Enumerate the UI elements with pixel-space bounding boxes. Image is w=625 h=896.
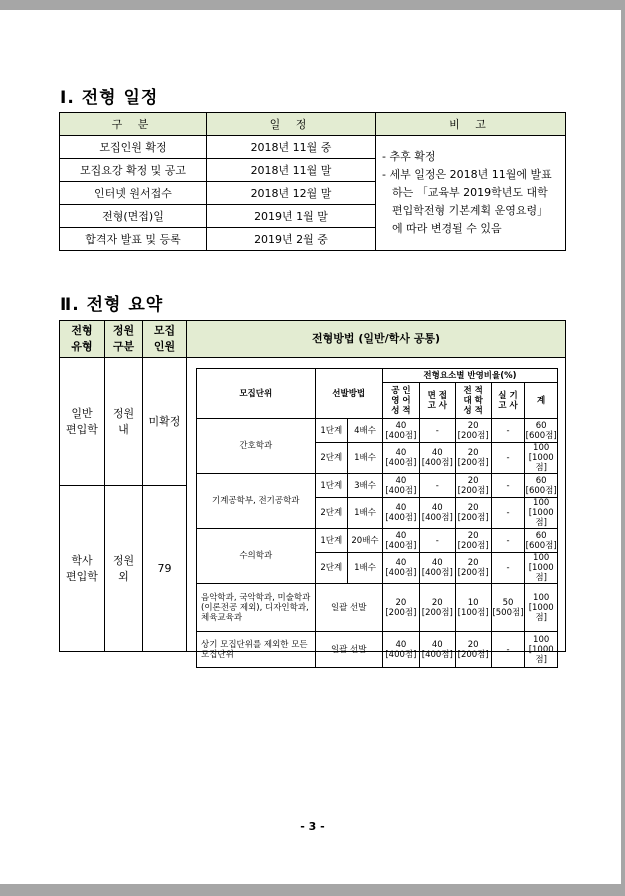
value: 60: [535, 530, 547, 541]
points: [600점]: [525, 430, 557, 441]
points: [200점]: [421, 607, 453, 618]
grades-cell: [455, 443, 491, 474]
unit-arts: 음악학과, 국악학과, 미술학과(이론전공 제외), 디자인학과, 체육교육과: [197, 584, 316, 632]
table-row: [197, 584, 558, 632]
value: 60: [535, 420, 547, 431]
points: [1000점]: [528, 508, 554, 528]
points: [400점]: [421, 649, 453, 660]
english-header: 공 인 영 어 성 적: [382, 383, 419, 419]
multiple-cell: 20배수: [348, 529, 383, 553]
value: 100: [533, 553, 550, 563]
table-row: [197, 419, 558, 443]
value: 40: [395, 420, 407, 431]
points: [400점]: [385, 430, 417, 441]
total-cell: [525, 632, 558, 668]
type-general: 일반 편입학: [60, 358, 105, 486]
practical-cell: -: [491, 498, 525, 529]
grades-cell: [455, 632, 491, 668]
stage-cell: 2단계: [315, 443, 348, 474]
value: 50: [502, 597, 514, 608]
value: 20: [467, 503, 479, 513]
value: 20: [431, 597, 443, 608]
multiple-cell: 1배수: [348, 498, 383, 529]
interview-cell: -: [419, 474, 455, 498]
schedule-date: 2018년 11월 중: [207, 136, 376, 159]
schedule-date: 2019년 2월 중: [207, 228, 376, 251]
interview-header: 면 접 고 사: [419, 383, 455, 419]
header-count: 모집 인원: [143, 321, 187, 358]
points: [100점]: [457, 607, 489, 618]
value: 10: [467, 597, 479, 608]
table-row: [197, 474, 558, 498]
value: 20: [467, 448, 479, 458]
table-row: [197, 632, 558, 668]
points: [1000점]: [528, 453, 554, 473]
points: [400점]: [385, 540, 417, 551]
value: 20: [467, 558, 479, 568]
total-cell: [525, 529, 558, 553]
page-number: - 3 -: [300, 820, 325, 833]
schedule-item: 인터넷 원서접수: [60, 182, 207, 205]
practical-cell: [491, 584, 525, 632]
remark-line: - 세부 일정은 2018년 11월에 발표: [382, 168, 552, 181]
interview-cell: -: [419, 419, 455, 443]
interview-cell: [419, 553, 455, 584]
value: 20: [467, 530, 479, 541]
practical-header: 실 기 고 사: [491, 383, 525, 419]
remark-line: - 추후 확정: [382, 150, 436, 163]
schedule-date: 2019년 1월 말: [207, 205, 376, 228]
schedule-date: 2018년 12월 말: [207, 182, 376, 205]
value: 20: [395, 597, 407, 608]
remark-line: 편입학전형 기본계획 운영요령」: [392, 204, 549, 217]
schedule-item: 모집요강 확정 및 공고: [60, 159, 207, 182]
practical-cell: -: [491, 632, 525, 668]
points: [1000점]: [528, 602, 554, 623]
unit-mechanical: 기계공학부, 전기공학과: [197, 474, 316, 529]
english-cell: [382, 529, 419, 553]
stage-cell: 1단계: [315, 419, 348, 443]
value: 40: [431, 558, 443, 568]
total-cell: [525, 498, 558, 529]
points: [600점]: [525, 485, 557, 496]
english-cell: [382, 584, 419, 632]
points: [400점]: [421, 568, 453, 578]
value: 40: [431, 639, 443, 650]
english-cell: [382, 632, 419, 668]
remark-line: 하는 「교육부 2019학년도 대학: [392, 186, 548, 199]
points: [200점]: [457, 513, 489, 523]
header-quota: 정원 구분: [105, 321, 143, 358]
ratio-header: 전형요소별 반영비율(%): [382, 369, 557, 383]
quota-bachelor: 정원 외: [105, 486, 143, 651]
section-1-title: Ⅰ. 전형 일정: [60, 88, 159, 108]
english-cell: [382, 553, 419, 584]
grades-cell: [455, 498, 491, 529]
value: 100: [533, 443, 550, 453]
value: 20: [467, 475, 479, 486]
remarks-cell: [376, 136, 566, 251]
value: 100: [533, 592, 550, 603]
points: [1000점]: [528, 563, 554, 583]
points: [400점]: [385, 513, 417, 523]
section-2-title: Ⅱ. 전형 요약: [60, 295, 164, 315]
value: 40: [395, 503, 407, 513]
batch-cell: 일괄 선발: [315, 584, 382, 632]
total-cell: [525, 419, 558, 443]
points: [400점]: [421, 458, 453, 468]
count-general: 미확정: [143, 358, 187, 486]
header-schedule: 일 정: [207, 113, 376, 136]
interview-cell: [419, 443, 455, 474]
value: 60: [535, 475, 547, 486]
points: [200점]: [457, 485, 489, 496]
total-cell: [525, 443, 558, 474]
english-cell: [382, 498, 419, 529]
schedule-date: 2018년 11월 말: [207, 159, 376, 182]
practical-cell: -: [491, 529, 525, 553]
value: 40: [431, 448, 443, 458]
unit-others: 상기 모집단위를 제외한 모든 모집단위: [197, 632, 316, 668]
grades-cell: [455, 553, 491, 584]
unit-nursing: 간호학과: [197, 419, 316, 474]
value: 100: [533, 498, 550, 508]
points: [400점]: [385, 485, 417, 496]
points: [600점]: [525, 540, 557, 551]
practical-cell: -: [491, 553, 525, 584]
stage-cell: 2단계: [315, 498, 348, 529]
points: [200점]: [457, 458, 489, 468]
stage-cell: 1단계: [315, 474, 348, 498]
evaluation-table: [196, 368, 558, 668]
stage-cell: 2단계: [315, 553, 348, 584]
points: [200점]: [457, 430, 489, 441]
total-cell: [525, 474, 558, 498]
interview-cell: [419, 498, 455, 529]
practical-cell: -: [491, 419, 525, 443]
practical-cell: -: [491, 474, 525, 498]
header-remarks: 비 고: [376, 113, 566, 136]
interview-cell: [419, 632, 455, 668]
schedule-header-row: [60, 113, 566, 136]
value: 40: [395, 558, 407, 568]
value: 40: [395, 639, 407, 650]
value: 40: [431, 503, 443, 513]
value: 40: [395, 475, 407, 486]
remark-line: 에 따라 변경될 수 있음: [392, 222, 502, 235]
value: 20: [467, 639, 479, 650]
points: [400점]: [421, 513, 453, 523]
value: 40: [395, 530, 407, 541]
stage-cell: 1단계: [315, 529, 348, 553]
value: 20: [467, 420, 479, 431]
header-category: 구 분: [60, 113, 207, 136]
grades-cell: [455, 584, 491, 632]
multiple-cell: 3배수: [348, 474, 383, 498]
points: [1000점]: [528, 644, 554, 665]
schedule-item: 모집인원 확정: [60, 136, 207, 159]
batch-cell: 일괄 선발: [315, 632, 382, 668]
unit-veterinary: 수의학과: [197, 529, 316, 584]
multiple-cell: 1배수: [348, 443, 383, 474]
multiple-cell: 4배수: [348, 419, 383, 443]
total-cell: [525, 553, 558, 584]
points: [200점]: [457, 649, 489, 660]
grades-cell: [455, 474, 491, 498]
table-row: [197, 529, 558, 553]
unit-header: 모집단위: [197, 369, 316, 419]
points: [400점]: [385, 649, 417, 660]
points: [400점]: [385, 568, 417, 578]
practical-cell: -: [491, 443, 525, 474]
quota-general: 정원 내: [105, 358, 143, 486]
english-cell: [382, 474, 419, 498]
points: [400점]: [385, 458, 417, 468]
total-cell: [525, 584, 558, 632]
points: [200점]: [385, 607, 417, 618]
selection-header: 선발방법: [315, 369, 382, 419]
type-bachelor: 학사 편입학: [60, 486, 105, 651]
table-row: [60, 136, 566, 159]
multiple-cell: 1배수: [348, 553, 383, 584]
english-cell: [382, 419, 419, 443]
interview-cell: [419, 584, 455, 632]
interview-cell: -: [419, 529, 455, 553]
grades-header: 전 적 대 학 성 적: [455, 383, 491, 419]
total-header: 계: [525, 383, 558, 419]
english-cell: [382, 443, 419, 474]
points: [200점]: [457, 568, 489, 578]
count-bachelor: 79: [143, 486, 187, 651]
points: [200점]: [457, 540, 489, 551]
value: 40: [395, 448, 407, 458]
header-type: 전형 유형: [60, 321, 105, 358]
schedule-item: 합격자 발표 및 등록: [60, 228, 207, 251]
schedule-table: [59, 112, 566, 251]
points: [500점]: [492, 607, 524, 618]
header-method: 전형방법 (일반/학사 공통): [187, 321, 565, 358]
ratio-header-row: [197, 369, 558, 383]
schedule-item: 전형(면접)일: [60, 205, 207, 228]
grades-cell: [455, 529, 491, 553]
value: 100: [533, 634, 550, 645]
grades-cell: [455, 419, 491, 443]
